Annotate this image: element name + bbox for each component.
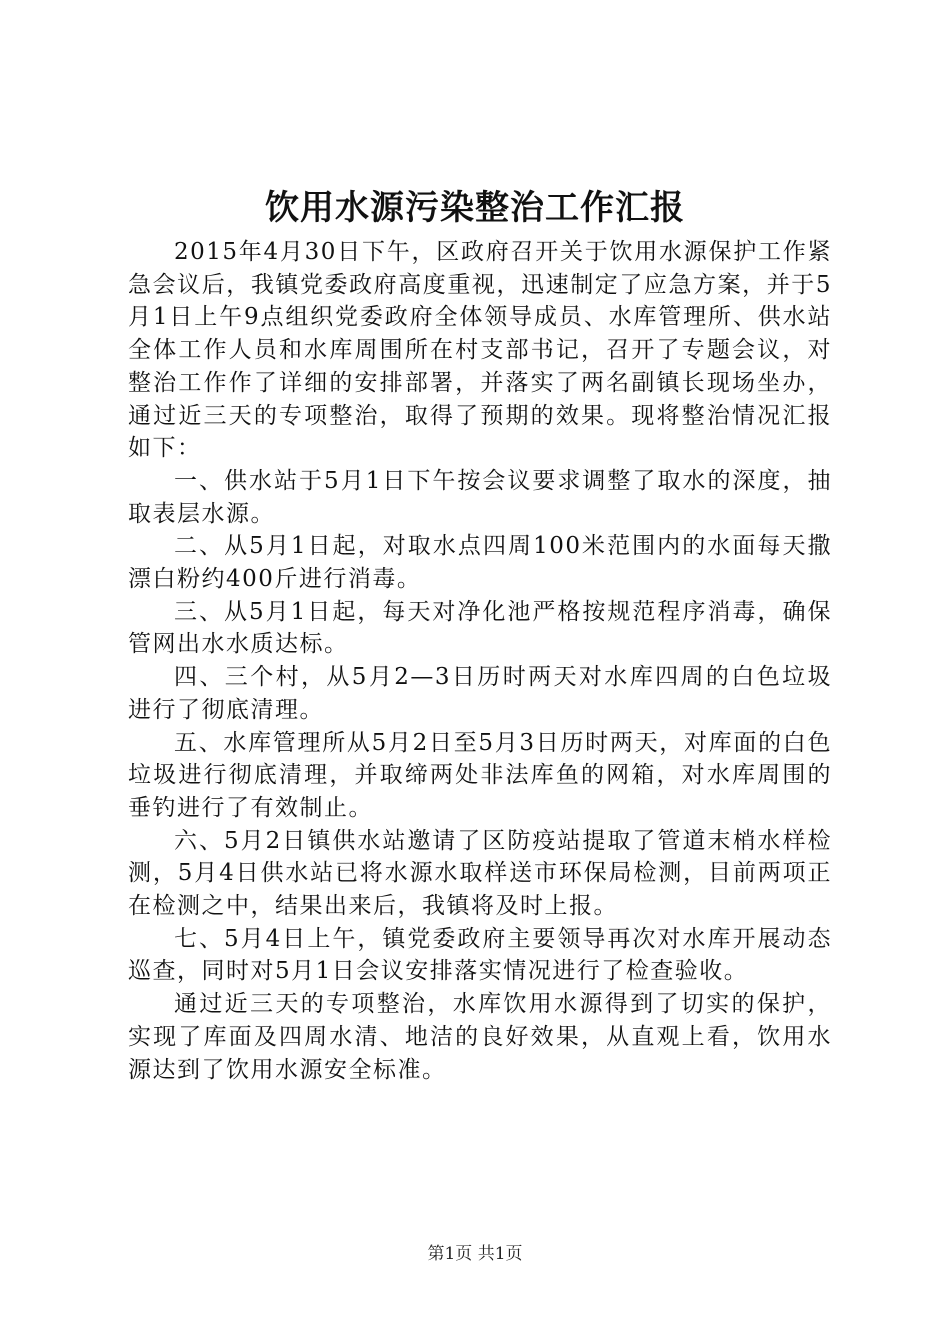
paragraph-item-1: 一、供水站于5月1日下午按会议要求调整了取水的深度，抽取表层水源。 <box>128 467 832 527</box>
paragraph-item-5: 五、水库管理所从5月2日至5月3日历时两天，对库面的白色垃圾进行彻底清理，并取缔两处非法库鱼的网箱，对水库周围的垂钓进行了有效制止。 <box>128 729 832 821</box>
paragraph-item-4: 四、三个村，从5月2—3日历时两天对水库四周的白色垃圾进行了彻底清理。 <box>128 664 832 723</box>
paragraph-item-2: 二、从5月1日起，对取水点四周100米范围内的水面每天撒漂白粉约400斤进行消毒。 <box>128 533 832 593</box>
document-title: 饮用水源污染整治工作汇报 <box>265 188 685 228</box>
paragraph-item-6: 六、5月2日镇供水站邀请了区防疫站提取了管道末梢水样检测，5月4日供水站已将水源水取样送市环保局检测，目前两项正在检测之中，结果出来后，我镇将及时上报。 <box>128 827 832 920</box>
paragraph-intro: 2015年4月30日下午，区政府召开关于饮用水源保护工作紧急会议后，我镇党委政府高度重视，迅速制定了应急方案，并于5月1日上午9点组织党委政府全体领导成员、水库管理所、供水站全体工作人员和水库周围所在村支部书记，召开了专题会议，对整治工作作了详细的安排部署，并落实了两名副镇长现场坐办，通过近三天的专项整治，取得了预期的效果。现将整治情况汇报如下： <box>128 239 832 462</box>
paragraph-conclusion: 通过近三天的专项整治，水库饮用水源得到了切实的保护，实现了库面及四周水清、地洁的良好效果，从直观上看，饮用水源达到了饮用水源安全标准。 <box>128 991 832 1083</box>
paragraph-item-7: 七、5月4日上午，镇党委政府主要领导再次对水库开展动态巡查，同时对5月1日会议安排落实情况进行了检查验收。 <box>128 925 832 985</box>
page-number-footer: 第1页 共1页 <box>427 1244 523 1264</box>
paragraph-item-3: 三、从5月1日起，每天对净化池严格按规范程序消毒，确保管网出水水质达标。 <box>128 598 832 658</box>
document-body <box>128 236 832 1086</box>
